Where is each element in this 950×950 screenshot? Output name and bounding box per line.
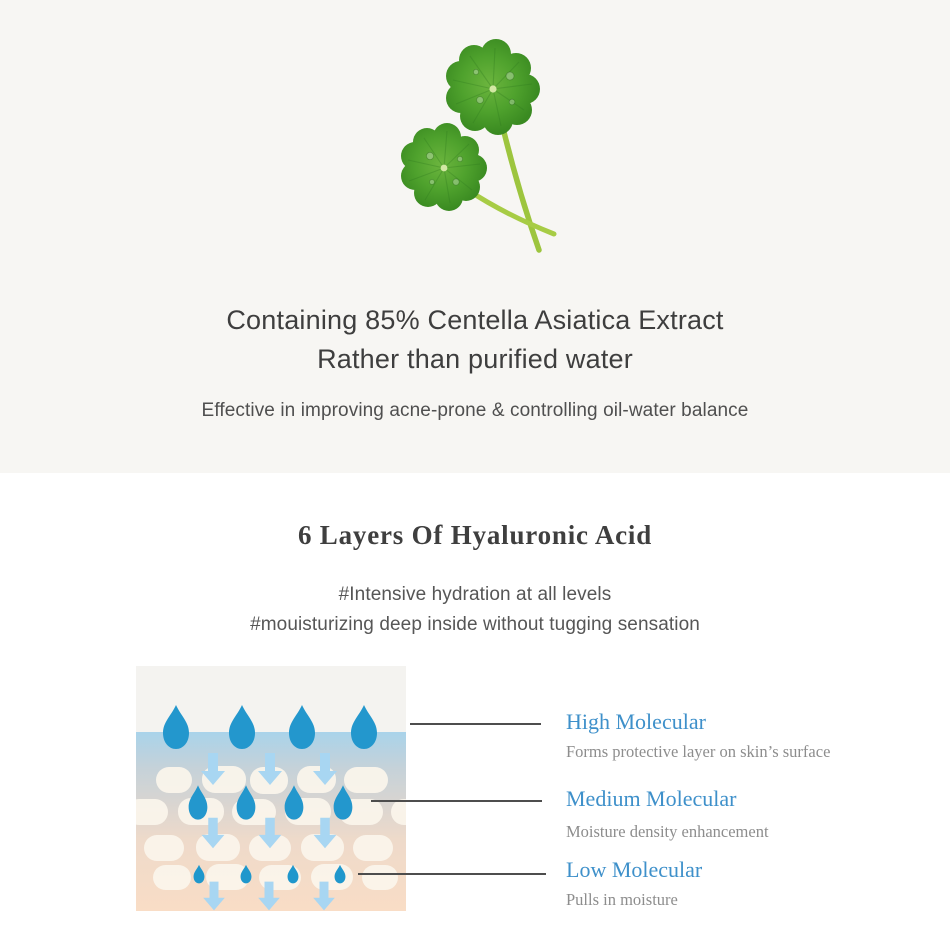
- hyaluronic-title: 6 Layers Of Hyaluronic Acid: [297, 520, 653, 550]
- centella-heading-line1: Containing 85% Centella Asiatica Extract: [226, 305, 724, 335]
- centella-leaves-icon: [392, 32, 572, 262]
- high-molecular-label: High Molecular: [566, 709, 706, 734]
- low-molecular-connector-line: [358, 873, 546, 875]
- hashtag-line2: #mouisturizing deep inside without tugging sensation: [250, 614, 700, 635]
- medium-molecular-description: Moisture density enhancement: [566, 822, 769, 841]
- centella-subtext: Effective in improving acne-prone & controlling oil-water balance: [201, 400, 749, 421]
- hashtag-line1: #Intensive hydration at all levels: [338, 584, 612, 605]
- hyaluronic-acid-section: [0, 473, 950, 950]
- high-molecular-connector-line: [410, 723, 541, 725]
- hyaluronic-hashtags: [0, 580, 950, 640]
- centella-heading-line2: Rather than purified water: [317, 344, 633, 374]
- centella-heading: [0, 301, 950, 379]
- centella-extract-section: [0, 0, 950, 473]
- high-molecular-description: Forms protective layer on skin’s surface: [566, 742, 831, 761]
- medium-molecular-connector-line: [371, 800, 542, 802]
- medium-molecular-label: Medium Molecular: [566, 786, 737, 811]
- low-molecular-description: Pulls in moisture: [566, 890, 678, 909]
- low-molecular-label: Low Molecular: [566, 857, 703, 882]
